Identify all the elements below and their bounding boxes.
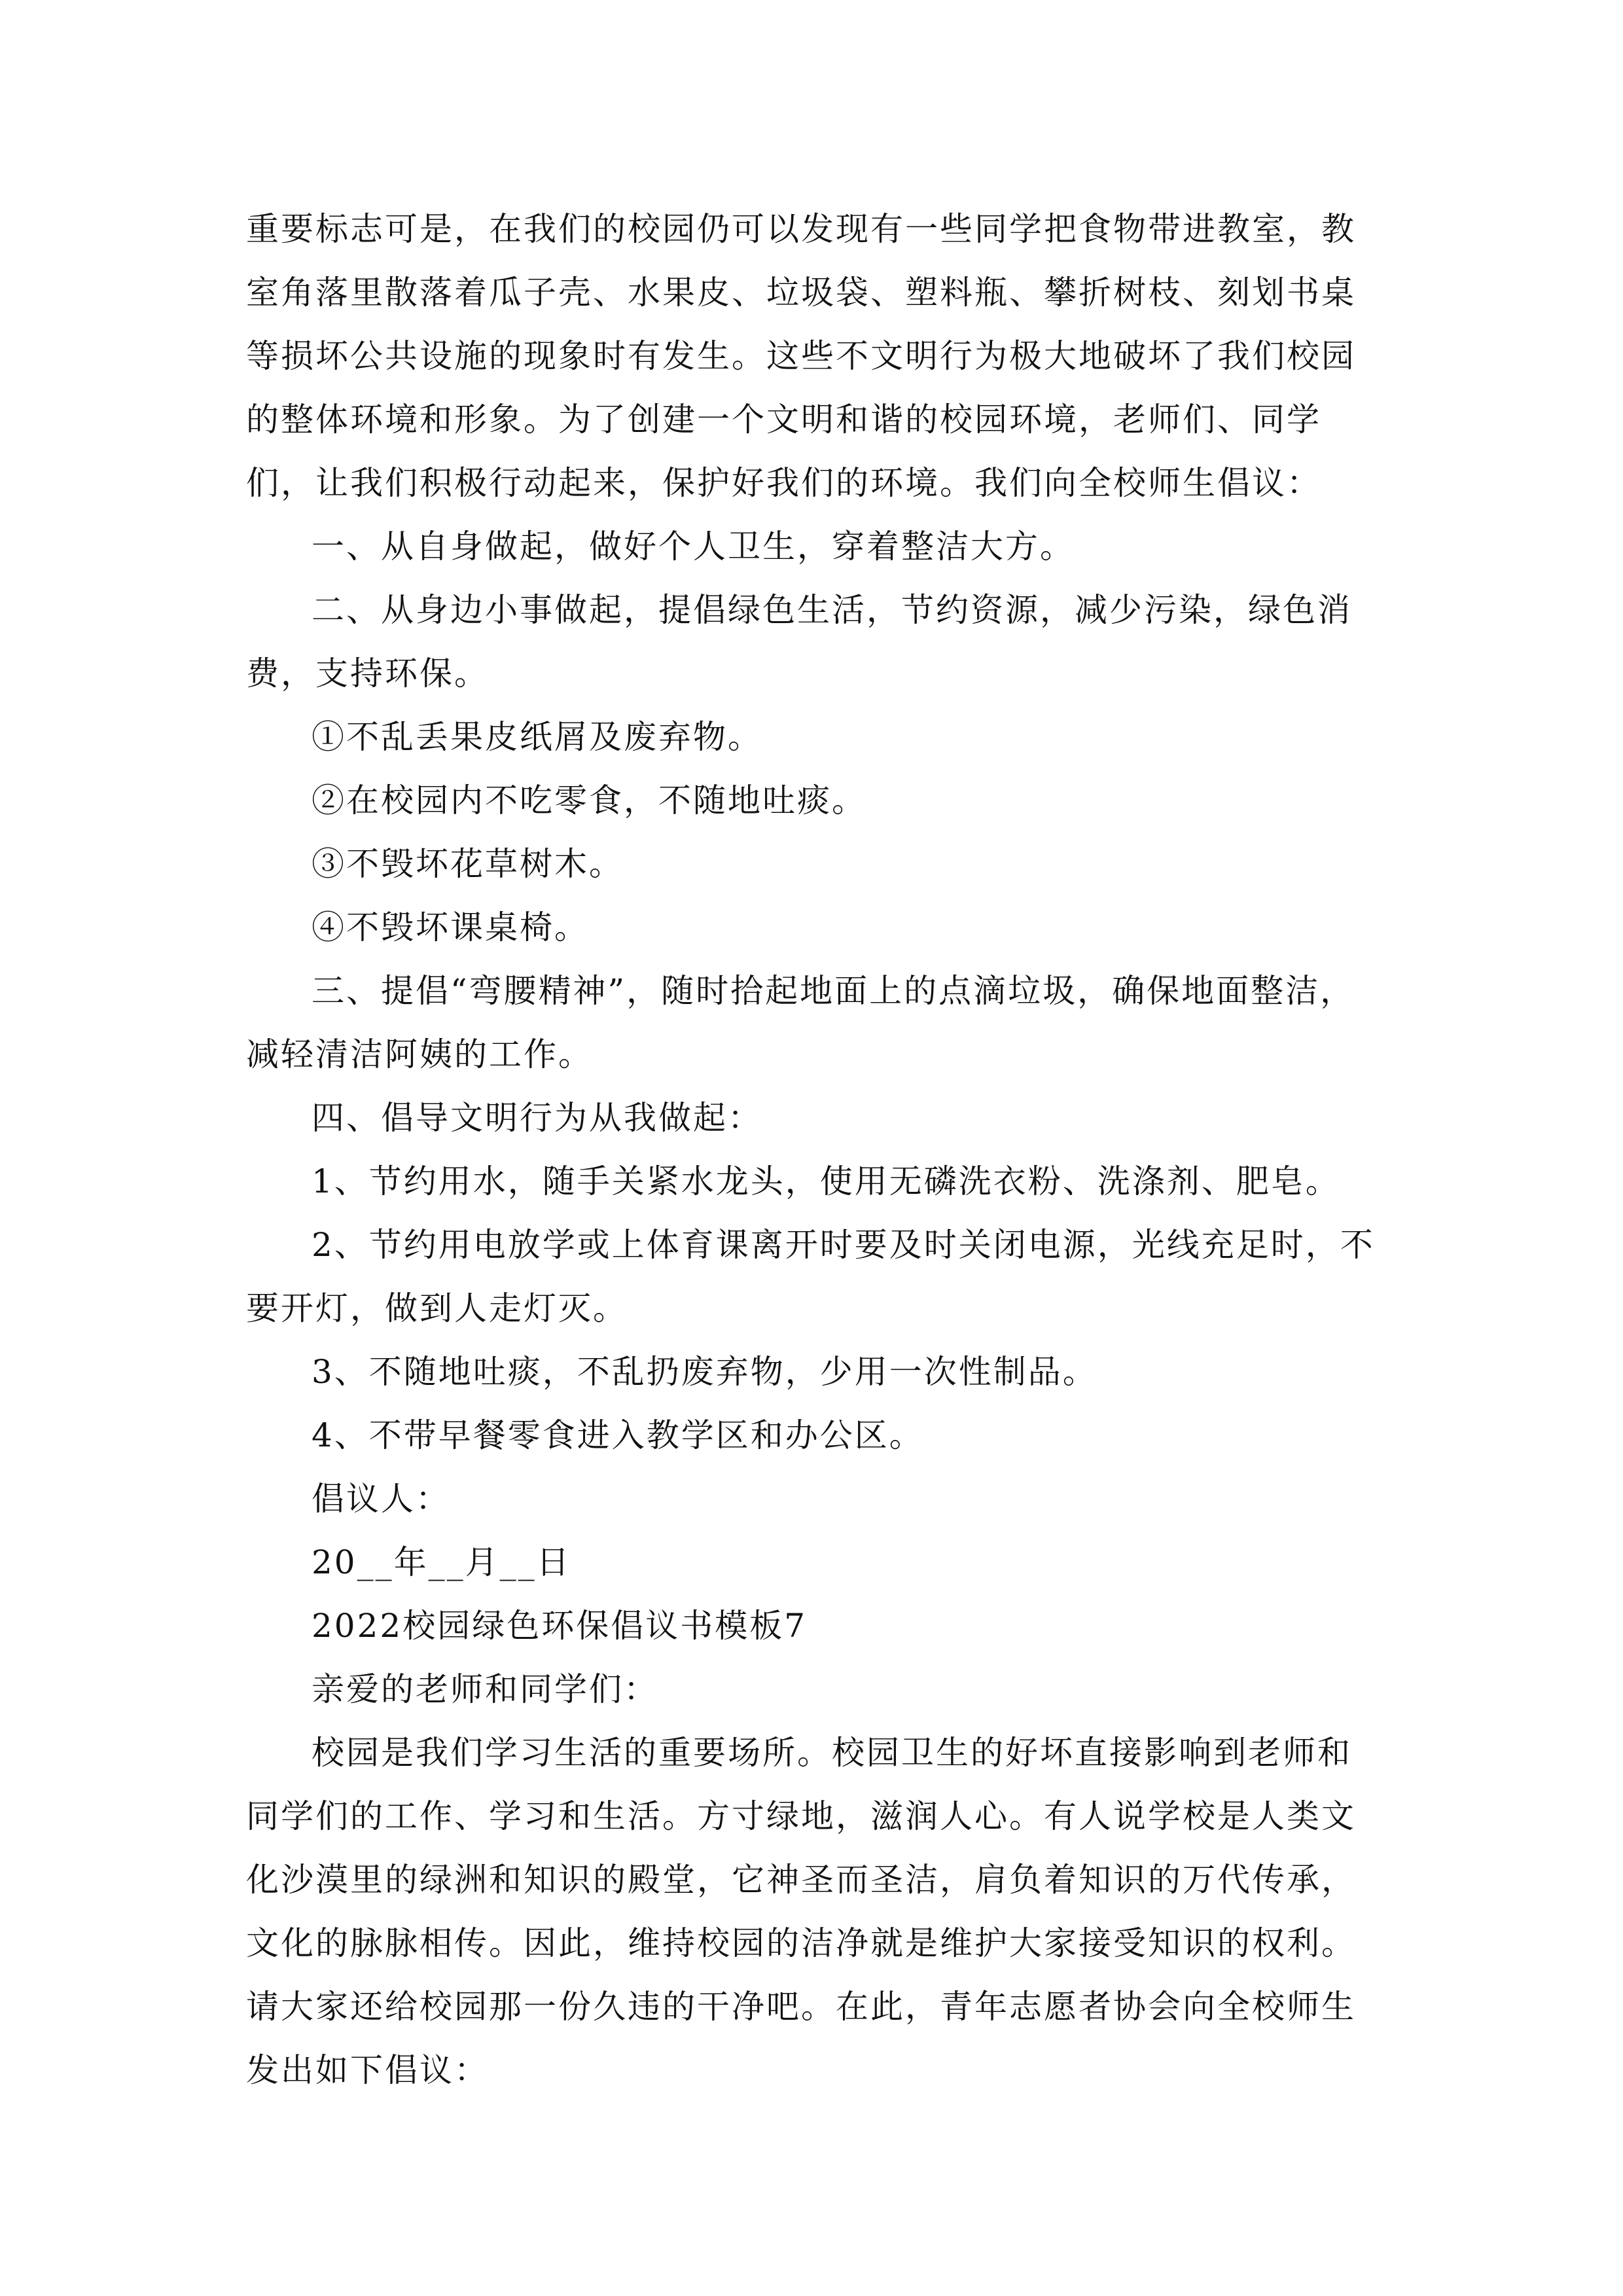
numbered-item-4: 4、不带早餐零食进入教学区和办公区。 [312, 1416, 924, 1454]
numbered-item-2: 2、节约用电放学或上体育课离开时要及时关闭电源，光线充足时，不要开灯，做到人走灯灭。 [246, 1226, 1375, 1327]
salutation: 亲爱的老师和同学们： [312, 1670, 658, 1708]
document-body [246, 198, 1377, 2102]
proposal-item-2: 二、从身边小事做起，提倡绿色生活，节约资源，减少污染，绿色消费，支持环保。 [246, 591, 1352, 692]
proposal-item-1: 一、从自身做起，做好个人卫生，穿着整洁大方。 [312, 528, 1075, 565]
sub-item-4: ④不毁坏课桌椅。 [312, 908, 589, 946]
proposal-item-4: 四、倡导文明行为从我做起： [312, 1099, 762, 1137]
numbered-item-3: 3、不随地吐痰，不乱扔废弃物，少用一次性制品。 [312, 1353, 1097, 1391]
sub-item-2: ②在校园内不吃零食，不随地吐痰。 [312, 781, 866, 819]
signature-label: 倡议人： [312, 1480, 450, 1518]
paragraph-intro: 校园是我们学习生活的重要场所。校园卫生的好坏直接影响到老师和同学们的工作、学习和生活。方寸绿地，滋润人心。有人说学校是人类文化沙漠里的绿洲和知识的殿堂，它神圣而圣洁，肩负着知识的万代传承，文化的脉脉相传。因此，维持校园的洁净就是维护大家接受知识的权利。请大家还给校园那一份久违的干净吧。在此，青年志愿者协会向全校师生发出如下倡议： [246, 1734, 1356, 2089]
sub-item-3: ③不毁坏花草树木。 [312, 845, 624, 883]
section-title: 2022校园绿色环保倡议书模板7 [312, 1607, 808, 1645]
proposal-item-3: 三、提倡“弯腰精神”，随时拾起地面上的点滴垃圾，确保地面整洁，减轻清洁阿姨的工作。 [246, 972, 1355, 1073]
numbered-item-1: 1、节约用水，随手关紧水龙头，使用无磷洗衣粉、洗涤剂、肥皂。 [312, 1162, 1340, 1200]
sub-item-1: ①不乱丢果皮纸屑及废弃物。 [312, 718, 762, 756]
paragraph-campus-problems: 重要标志可是，在我们的校园仍可以发现有一些同学把食物带进教室，教室角落里散落着瓜子壳、水果皮、垃圾袋、塑料瓶、攀折树枝、刻划书桌等损坏公共设施的现象时有发生。这些不文明行为极大地破坏了我们校园的整体环境和形象。为了创建一个文明和谐的校园环境，老师们、同学们，让我们积极行动起来，保护好我们的环境。我们向全校师生倡议： [246, 210, 1356, 502]
date-line: 20__年__月__日 [312, 1543, 571, 1581]
